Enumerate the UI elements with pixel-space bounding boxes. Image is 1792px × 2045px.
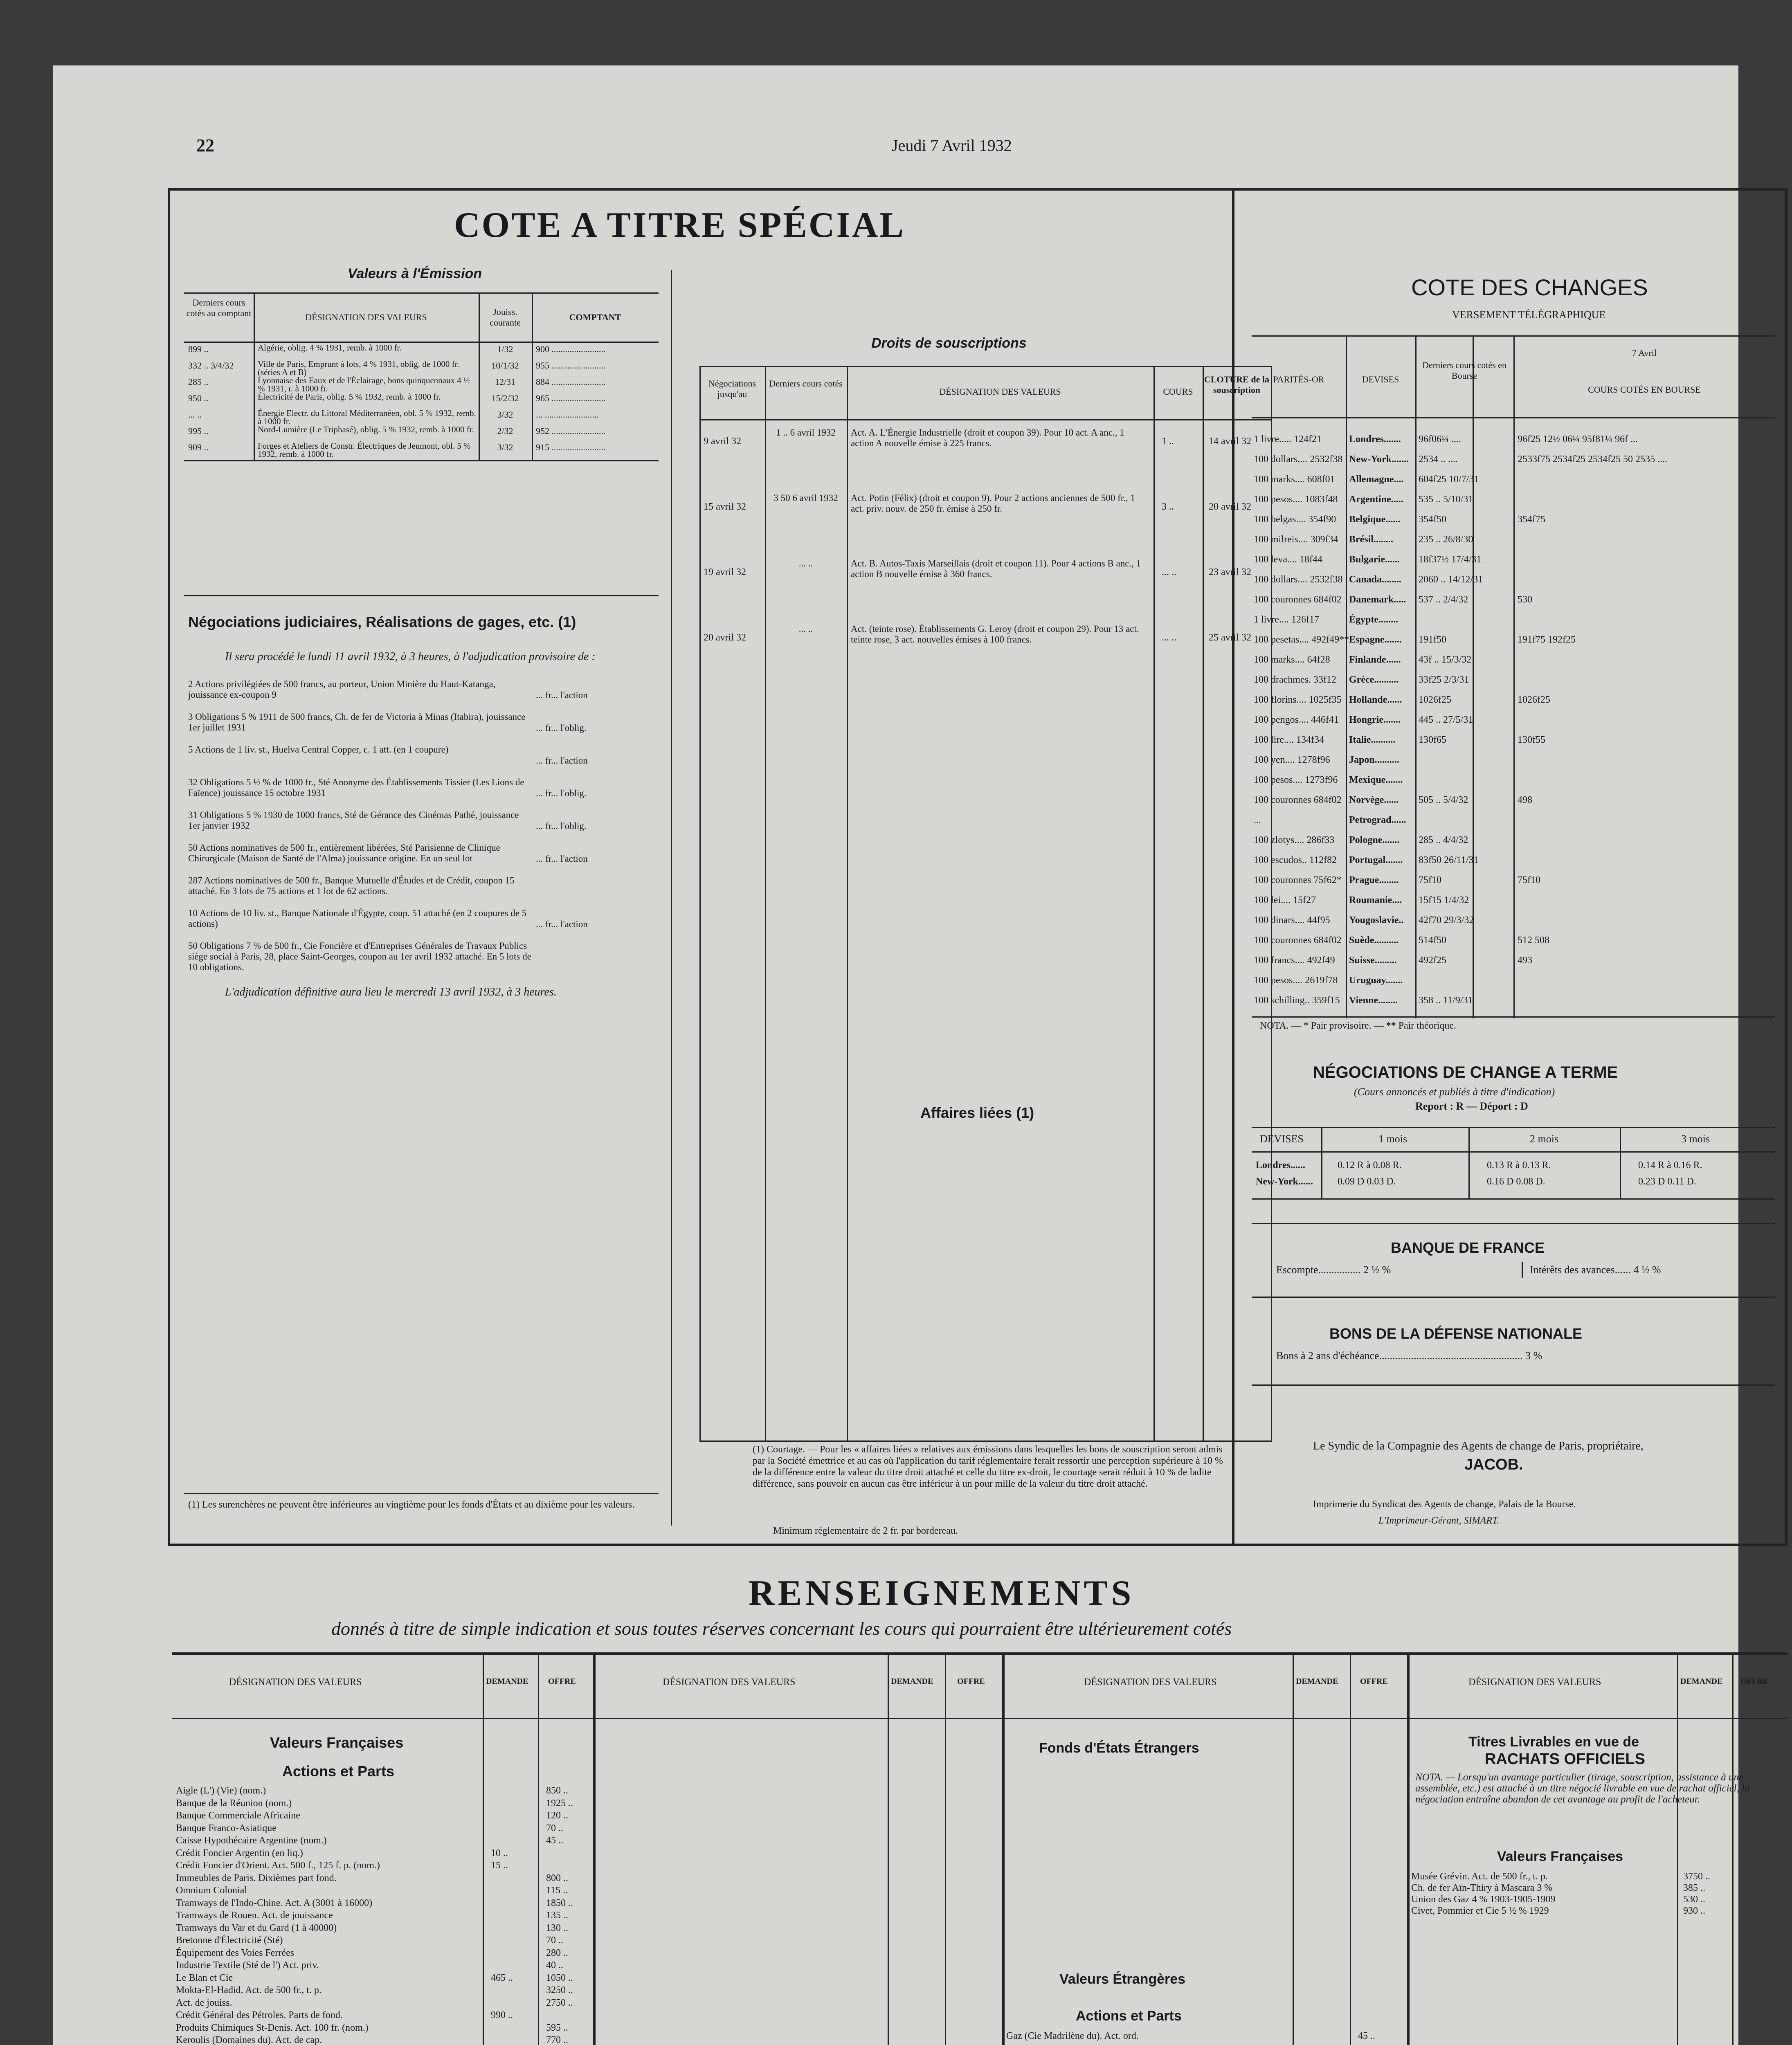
col-header: Jouiss. courante <box>490 307 521 328</box>
security-name: Industrie Textile (Sté de l') Act. priv. <box>176 1960 319 1971</box>
last-price: 899 .. <box>188 344 209 354</box>
jouissance: 3/32 <box>497 442 513 452</box>
security-name: Act. de jouiss. <box>176 1997 232 2008</box>
droits-table <box>699 366 1272 1442</box>
devise-name: Espagne....... <box>1349 634 1402 645</box>
bons-line: Bons à 2 ans d'échéance...................................................... 3 % <box>1276 1350 1542 1362</box>
last-price: 3 50 6 avril 1932 <box>773 493 838 503</box>
security-name: Bretonne d'Électricité (Sté) <box>176 1935 283 1946</box>
security-name: Énergie Electr. du Littoral Méditerranéen, obl. 5 % 1932, remb. à 1000 fr. <box>258 408 476 426</box>
col-header: DÉSIGNATION DES VALEURS <box>1468 1677 1601 1688</box>
page-date: Jeudi 7 Avril 1932 <box>892 136 1012 155</box>
col-header: DÉSIGNATION DES VALEURS <box>939 387 1061 397</box>
bons-title: BONS DE LA DÉFENSE NATIONALE <box>1329 1325 1583 1342</box>
jouissance: 1/32 <box>497 344 513 354</box>
banque-avances: Intérêts des avances...... 4 ½ % <box>1530 1264 1661 1276</box>
col-header: OFFRE <box>1740 1677 1768 1686</box>
security-name: Caisse Hypothécaire Argentine (nom.) <box>176 1835 327 1846</box>
security-name: Tramways du Var et du Gard (1 à 40000) <box>176 1922 337 1933</box>
cours-value: 354f75 <box>1518 514 1545 525</box>
security-name: Immeubles de Paris. Dixièmes part fond. <box>176 1872 337 1883</box>
parite-or: 1 livre..... 124f21 <box>1254 434 1322 445</box>
devise-name: Portugal....... <box>1349 855 1403 865</box>
devise-name: Égypte........ <box>1349 614 1398 625</box>
security-name: Électricité de Paris, oblig. 5 % 1932, remb. à 1000 fr. <box>258 392 441 402</box>
security-name: Nord-Lumière (Le Triphasé), oblig. 5 % 1932, remb. à 1000 fr. <box>258 425 474 434</box>
terme-3-mois: 0.14 R à 0.16 R. <box>1638 1160 1702 1171</box>
col-header: DEMANDE <box>1296 1677 1338 1686</box>
parite-or: 100 dollars.... 2532f38 <box>1254 454 1343 465</box>
parite-or: 100 escudos.. 112f82 <box>1254 855 1337 865</box>
parite-or: 100 dinars.... 44f95 <box>1254 915 1330 926</box>
parite-or: 100 pesos.... 2619f78 <box>1254 975 1338 986</box>
devise-name: New-York...... <box>1256 1176 1313 1187</box>
cours-value: 75f10 <box>1518 875 1540 885</box>
parite-or: 100 marks.... 608f01 <box>1254 474 1335 485</box>
last-price: 2060 .. 14/12/31 <box>1419 574 1483 585</box>
negociation-item: 32 Obligations 5 ½ % de 1000 fr., Sté Anonyme des Établissements Tissier (Les Lions de Faïence) jouissance 15 octobre 1931 <box>188 777 524 798</box>
col-header: Négociations jusqu'au <box>708 378 756 399</box>
last-price: ... .. <box>188 409 202 420</box>
last-price: 285 .. 4/4/32 <box>1419 835 1468 845</box>
last-price: 1 .. 6 avril 1932 <box>776 427 836 438</box>
comptant-value: ... ........................ <box>536 409 599 420</box>
offre-value: 1050 .. <box>546 1972 573 1983</box>
last-price: 1026f25 <box>1419 694 1451 705</box>
devise-name: Canada........ <box>1349 574 1402 585</box>
negociation-price: ... fr... l'action <box>536 755 588 766</box>
negociation-item: 287 Actions nominatives de 500 fr., Banque Mutuelle d'Études et de Crédit, coupon 15 attaché. En 3 lots de 75 actions et 1 lot de 62 actions. <box>188 875 515 896</box>
devise-name: Vienne........ <box>1349 995 1398 1006</box>
last-price: 354f50 <box>1419 514 1446 525</box>
negociation-price: ... fr... l'oblig. <box>536 788 587 798</box>
devise-name: Bulgarie...... <box>1349 554 1400 565</box>
courtage-note: (1) Courtage. — Pour les « affaires liées » relatives aux émissions dans lesquelles les bons de souscription seront admis par la Société émettrice et au cas où l'application du tarif réglementaire ferait ressortir une perception supérieure à 10 % de la différence entre la valeur du titre droit attaché et celle du titre ex-droit, le courtage serait réduit à 10 % de ladite différence, sans pouvoir en aucun cas être inférieur à un pour mille de la valeur du titre droit attaché. <box>753 1444 1223 1489</box>
section-subtitle: Valeurs Françaises <box>1497 1849 1623 1864</box>
section-title: Titres Livrables en vue de <box>1468 1734 1639 1750</box>
last-price: ... .. <box>798 624 813 634</box>
security-name: Tramways de Rouen. Act. de jouissance <box>176 1910 333 1921</box>
emission-title: Valeurs à l'Émission <box>348 266 482 281</box>
last-price: 514f50 <box>1419 935 1446 946</box>
offre-value: 850 .. <box>546 1785 568 1796</box>
jouissance: 15/2/32 <box>491 393 519 403</box>
security-name: Le Blan et Cie <box>176 1972 233 1983</box>
offre-value: 70 .. <box>546 1935 563 1946</box>
offre-value: 770 .. <box>546 2035 568 2045</box>
devise-name: Pologne....... <box>1349 835 1400 845</box>
devise-name: Suisse......... <box>1349 955 1397 966</box>
offre-value: 70 .. <box>546 1823 563 1834</box>
offre-value: 2750 .. <box>546 1997 573 2008</box>
security-name: Act. Potin (Félix) (droit et coupon 9). Pour 2 actions anciennes de 500 fr., 1 act. priv. nouv. de 250 fr. émise à 250 fr. <box>851 493 1135 514</box>
devise-name: Grèce.......... <box>1349 674 1399 685</box>
col-header: Derniers cours cotés au comptant <box>186 297 252 318</box>
minimum-note: Minimum réglementaire de 2 fr. par bordereau. <box>773 1526 958 1536</box>
cours-value: ... .. <box>1162 567 1176 578</box>
security-name: Algérie, oblig. 4 % 1931, remb. à 1000 fr. <box>258 343 402 353</box>
demande-value: 385 .. <box>1683 1883 1705 1893</box>
last-price: 505 .. 5/4/32 <box>1419 795 1468 805</box>
negociation-date: 9 avril 32 <box>704 436 741 447</box>
security-name: Civet, Pommier et Cie 5 ½ % 1929 <box>1411 1906 1549 1916</box>
col-header: COMPTANT <box>569 312 621 322</box>
cours-value: 512 508 <box>1518 935 1549 946</box>
renseignements-table <box>172 1652 1788 2045</box>
negociation-date: 19 avril 32 <box>704 567 746 578</box>
emission-table <box>184 292 659 464</box>
section-title: Valeurs Étrangères <box>1059 1971 1186 1987</box>
droits-title: Droits de souscriptions <box>871 335 1027 351</box>
demande-value: 930 .. <box>1683 1906 1705 1916</box>
negociation-item: 5 Actions de 1 liv. st., Huelva Central Copper, c. 1 att. (en 1 coupure) <box>188 744 449 755</box>
devise-name: Japon.......... <box>1349 755 1399 765</box>
devise-name: Uruguay....... <box>1349 975 1403 986</box>
section-title: Valeurs Françaises <box>270 1734 404 1751</box>
terme-2-mois: 0.16 D 0.08 D. <box>1487 1176 1545 1187</box>
cote-title: COTE A TITRE SPÉCIAL <box>454 205 905 245</box>
parite-or: 100 yen.... 1278f96 <box>1254 755 1330 765</box>
devise-name: Italie.......... <box>1349 735 1396 745</box>
last-price: 285 .. <box>188 377 209 387</box>
syndic-line: Le Syndic de la Compagnie des Agents de change de Paris, propriétaire, <box>1313 1440 1644 1452</box>
last-price: 42f70 29/3/32 <box>1419 915 1474 926</box>
devise-name: Londres....... <box>1349 434 1401 445</box>
devise-name: Danemark..... <box>1349 594 1406 605</box>
cloture-date: 20 avril 32 <box>1209 501 1251 512</box>
negociation-price: ... fr... l'oblig. <box>536 821 587 831</box>
offre-value: 800 .. <box>546 1872 568 1883</box>
comptant-value: 955 ........................ <box>536 360 606 371</box>
security-name: Banque Franco-Asiatique <box>176 1823 277 1834</box>
parite-or: 100 lire.... 134f34 <box>1254 735 1324 745</box>
security-name: Mokta-El-Hadid. Act. de 500 fr., t. p. <box>176 1985 322 1996</box>
offre-value: 3250 .. <box>546 1985 573 1996</box>
negociation-item: 3 Obligations 5 % 1911 de 500 francs, Ch. de fer de Victoria à Minas (Itabira), jouissance 1er juillet 1931 <box>188 712 526 733</box>
col-header: DÉSIGNATION DES VALEURS <box>1084 1677 1217 1688</box>
demande-value: 3750 .. <box>1683 1871 1710 1882</box>
last-price: 537 .. 2/4/32 <box>1419 594 1468 605</box>
col-header: DÉSIGNATION DES VALEURS <box>229 1677 362 1688</box>
col-header: OFFRE <box>957 1677 985 1686</box>
banque-title: BANQUE DE FRANCE <box>1391 1239 1545 1256</box>
terme-title: NÉGOCIATIONS DE CHANGE A TERME <box>1313 1063 1618 1081</box>
security-name: Crédit Général des Pétroles. Parts de fond. <box>176 2010 343 2020</box>
cloture-date: 25 avril 32 <box>1209 632 1251 643</box>
security-name: Produits Chimiques St-Denis. Act. 100 fr. (nom.) <box>176 2022 369 2033</box>
security-name: Banque Commerciale Africaine <box>176 1810 300 1821</box>
comptant-value: 900 ........................ <box>536 344 606 354</box>
devise-name: Hollande...... <box>1349 694 1402 705</box>
parite-or: 100 schilling.. 359f15 <box>1254 995 1340 1006</box>
last-price: 995 .. <box>188 426 209 436</box>
last-price: 18f37½ 17/4/31 <box>1419 554 1482 565</box>
security-name: Ville de Paris, Emprunt à lots, 4 % 1931, oblig. de 1000 fr. (séries A et B) <box>258 359 459 377</box>
negociation-item: 2 Actions privilégiées de 500 francs, au porteur, Union Minière du Haut-Katanga, jouissance ex-coupon 9 <box>188 679 496 700</box>
security-name: Union des Gaz 4 % 1903-1905-1909 <box>1411 1894 1556 1905</box>
parite-or: 1 livre.... 126f17 <box>1254 614 1319 625</box>
security-name: Crédit Foncier d'Orient. Act. 500 f., 125 f. p. (nom.) <box>176 1860 380 1871</box>
negociation-price: ... fr... l'action <box>536 690 588 700</box>
page-number: 22 <box>196 135 214 155</box>
col-header: OFFRE <box>548 1677 576 1686</box>
changes-title: COTE DES CHANGES <box>1411 274 1648 300</box>
jouissance: 12/31 <box>495 377 516 387</box>
last-price: 445 .. 27/5/31 <box>1419 715 1473 725</box>
negociation-date: 15 avril 32 <box>704 501 746 512</box>
last-price: 604f25 10/7/31 <box>1419 474 1479 485</box>
devise-name: Belgique...... <box>1349 514 1401 525</box>
last-price: 96f06¼ .... <box>1419 434 1461 445</box>
offre-value: 595 .. <box>546 2022 568 2033</box>
last-price: ... .. <box>798 558 813 569</box>
col-header: CLOTURE de la souscription <box>1204 374 1269 395</box>
devise-name: Yougoslavie.. <box>1349 915 1404 926</box>
col-header: DEMANDE <box>891 1677 933 1686</box>
demande-value: 15 .. <box>491 1860 508 1871</box>
last-price: 130f65 <box>1419 735 1446 745</box>
col-header: OFFRE <box>1360 1677 1388 1686</box>
col-header: DEMANDE <box>1680 1677 1723 1686</box>
devise-name: Hongrie....... <box>1349 715 1401 725</box>
devise-name: Finlande...... <box>1349 654 1401 665</box>
devise-name: Norvège...... <box>1349 795 1399 805</box>
col-header: DEVISES <box>1362 374 1399 384</box>
cloture-date: 14 avril 32 <box>1209 436 1251 447</box>
affaires-liees: Affaires liées (1) <box>920 1104 1034 1121</box>
col-header: DEMANDE <box>486 1677 528 1686</box>
parite-or: 100 couronnes 684f02 <box>1254 594 1342 605</box>
parite-or: 100 leva.... 18f44 <box>1254 554 1322 565</box>
devise-name: Allemagne.... <box>1349 474 1404 485</box>
parite-or: 100 drachmes. 33f12 <box>1254 674 1336 685</box>
negociations-title: Négociations judiciaires, Réalisations de gages, etc. (1) <box>188 614 576 630</box>
last-price: 191f50 <box>1419 634 1446 645</box>
parite-or: 100 francs.... 492f49 <box>1254 955 1335 966</box>
terme-table <box>1252 1127 1775 1200</box>
changes-subtitle: VERSEMENT TÉLÉGRAPHIQUE <box>1452 309 1606 321</box>
section-subtitle: Actions et Parts <box>282 1763 395 1780</box>
offre-value: 40 .. <box>546 1960 563 1971</box>
cours-value: 498 <box>1518 795 1532 805</box>
security-name: Act. A. L'Énergie Industrielle (droit et coupon 39). Pour 10 act. A anc., 1 action A nouvelle émise à 225 francs. <box>851 427 1124 448</box>
demande-value: 530 .. <box>1683 1894 1705 1905</box>
cloture-date: 23 avril 32 <box>1209 567 1251 578</box>
banque-escompte: Escompte................ 2 ½ % <box>1276 1264 1391 1276</box>
negociation-price: ... fr... l'action <box>536 854 588 864</box>
section-title: Fonds d'États Étrangers <box>1039 1740 1199 1756</box>
last-price: 43f .. 15/3/32 <box>1419 654 1472 665</box>
changes-table <box>1252 335 1775 1027</box>
terme-subtitle: (Cours annoncés et publiés à titre d'indication) <box>1354 1086 1555 1098</box>
col-header: Derniers cours cotés en Bourse <box>1422 360 1506 381</box>
parite-or: 100 belgas.... 354f90 <box>1254 514 1336 525</box>
terme-1-mois: 0.12 R à 0.08 R. <box>1338 1160 1402 1171</box>
negociation-price: ... fr... l'oblig. <box>536 723 587 733</box>
devise-name: Londres...... <box>1256 1160 1305 1171</box>
parite-or: 100 pengos.... 446f41 <box>1254 715 1339 725</box>
last-price: 535 .. 5/10/31 <box>1419 494 1473 505</box>
journal-page <box>53 65 1768 2045</box>
terme-1-mois: 0.09 D 0.03 D. <box>1338 1176 1396 1187</box>
negociation-date: 20 avril 32 <box>704 632 746 643</box>
devise-name: Argentine..... <box>1349 494 1403 505</box>
cours-value: 2533f75 2534f25 2534f25 50 2535 .... <box>1518 454 1667 465</box>
negociation-price: ... fr... l'action <box>536 919 588 929</box>
devise-name: New-York....... <box>1349 454 1409 465</box>
cours-value: 493 <box>1518 955 1532 966</box>
last-price: 75f10 <box>1419 875 1441 885</box>
col-header: PARITÉS-OR <box>1273 374 1324 384</box>
security-name: Forges et Ateliers de Constr. Électriques de Jeumont, obl. 5 % 1932, remb. à 1000 fr. <box>258 441 471 459</box>
parite-or: 100 pesetas.... 492f49** <box>1254 634 1349 645</box>
negociations-intro: Il sera procédé le lundi 11 avril 1932, à 3 heures, à l'adjudication provisoire de : <box>225 650 596 663</box>
offre-value: 45 .. <box>1358 2031 1375 2041</box>
security-name: Équipement des Voies Ferrées <box>176 1947 295 1958</box>
parite-or: ... <box>1254 815 1261 825</box>
col-header: DÉSIGNATION DES VALEURS <box>663 1677 796 1688</box>
negociation-item: 50 Actions nominatives de 500 fr., entièrement libérées, Sté Parisienne de Clinique Chirurgicale (Maison de Santé de l'Alma) jouissance origine. En un seul lot <box>188 843 500 863</box>
devise-name: Roumanie.... <box>1349 895 1402 906</box>
parite-or: 100 couronnes 75f62* <box>1254 875 1342 885</box>
last-price: 332 .. 3/4/32 <box>188 360 234 371</box>
offre-value: 1925 .. <box>546 1798 573 1809</box>
comptant-value: 884 ........................ <box>536 377 606 387</box>
security-name: Banque de la Réunion (nom.) <box>176 1798 292 1809</box>
col-header: 3 mois <box>1681 1133 1710 1145</box>
parite-or: 100 marks.... 64f28 <box>1254 654 1330 665</box>
section-subtitle: Actions et Parts <box>1076 2008 1182 2024</box>
devise-name: Petrograd...... <box>1349 815 1406 825</box>
parite-or: 100 couronnes 684f02 <box>1254 935 1342 946</box>
negociation-item: 10 Actions de 10 liv. st., Banque Nationale d'Égypte, coup. 51 attaché (en 2 coupures de 5 actions) <box>188 908 527 929</box>
col-header: 7 Avril <box>1632 348 1657 358</box>
col-header: Derniers cours cotés <box>769 378 843 389</box>
col-header: COURS COTÉS EN BOURSE <box>1588 384 1701 395</box>
parite-or: 100 pesos.... 1273f96 <box>1254 775 1338 785</box>
devise-name: Suède.......... <box>1349 935 1399 946</box>
cours-value: 3 .. <box>1162 501 1174 512</box>
offre-value: 135 .. <box>546 1910 568 1921</box>
demande-value: 465 .. <box>491 1972 513 1983</box>
offre-value: 130 .. <box>546 1922 568 1933</box>
security-name: Ch. de fer Aïn-Thiry à Mascara 3 % <box>1411 1883 1553 1893</box>
section-title: RACHATS OFFICIELS <box>1485 1751 1645 1768</box>
negociation-item: 31 Obligations 5 % 1930 de 1000 francs, Sté de Gérance des Cinémas Pathé, jouissance 1er janvier 1932 <box>188 810 519 831</box>
parite-or: 100 pesos.... 1083f48 <box>1254 494 1338 505</box>
col-header: 2 mois <box>1530 1133 1559 1145</box>
security-name: Lyonnaise des Eaux et de l'Éclairage, bons quinquennaux 4 ½ % 1931, r. à 1000 fr. <box>258 375 470 393</box>
demande-value: 10 .. <box>491 1847 508 1858</box>
col-header: DÉSIGNATION DES VALEURS <box>305 312 427 322</box>
negociations-footnote: (1) Les surenchères ne peuvent être inférieures au vingtième pour les fonds d'États et au dixième pour les valeurs. <box>188 1499 635 1510</box>
last-price: 33f25 2/3/31 <box>1419 674 1469 685</box>
parite-or: 100 milreis.... 309f34 <box>1254 534 1338 545</box>
terme-legend: Report : R — Déport : D <box>1415 1100 1528 1112</box>
devise-name: Prague........ <box>1349 875 1399 885</box>
comptant-value: 952 ........................ <box>536 426 606 436</box>
offre-value: 45 .. <box>546 1835 563 1846</box>
imprimerie-line: Imprimerie du Syndicat des Agents de change, Palais de la Bourse. <box>1313 1499 1576 1510</box>
cours-value: 1 .. <box>1162 436 1174 447</box>
security-name: Crédit Foncier Argentin (en liq.) <box>176 1847 303 1858</box>
parite-or: 100 zlotys.... 286f33 <box>1254 835 1335 845</box>
offre-value: 1850 .. <box>546 1897 573 1908</box>
jouissance: 3/32 <box>497 409 513 420</box>
col-header: 1 mois <box>1378 1133 1408 1145</box>
cours-value: ... .. <box>1162 632 1176 643</box>
parite-or: 100 couronnes 684f02 <box>1254 795 1342 805</box>
comptant-value: 965 ........................ <box>536 393 606 403</box>
offre-value: 280 .. <box>546 1947 568 1958</box>
col-header: COURS <box>1163 387 1193 397</box>
comptant-value: 915 ........................ <box>536 442 606 452</box>
security-name: Musée Grévin. Act. de 500 fr., t. p. <box>1411 1871 1548 1882</box>
negociation-item: 50 Obligations 7 % de 500 fr., Cie Foncière et d'Entreprises Générales de Travaux Publics siège social à Paris, 28, place Saint-Georges, coupon au 1er avril 1932 attaché. En 5 lots de 10 obligations. <box>188 941 531 972</box>
jouissance: 10/1/32 <box>491 360 519 371</box>
last-price: 909 .. <box>188 442 209 452</box>
terme-3-mois: 0.23 D 0.11 D. <box>1638 1176 1696 1187</box>
devise-name: Brésil........ <box>1349 534 1393 545</box>
negociations-outro: L'adjudication définitive aura lieu le mercredi 13 avril 1932, à 3 heures. <box>225 986 557 998</box>
security-name: Act. (teinte rose). Établissements G. Leroy (droit et coupon 29). Pour 13 act. teinte rose, 3 act. nouvelles émises à 100 francs. <box>851 624 1139 645</box>
renseignements-subtitle: donnés à titre de simple indication et sous toutes réserves concernant les cours qui pourraient être ultérieurement cotés <box>331 1618 1232 1639</box>
last-price: 83f50 26/11/31 <box>1419 855 1479 865</box>
jouissance: 2/32 <box>497 426 513 436</box>
last-price: 358 .. 11/9/31 <box>1419 995 1473 1006</box>
security-name: Tramways de l'Indo-Chine. Act. A (3001 à 16000) <box>176 1897 373 1908</box>
security-name: Aigle (L') (Vie) (nom.) <box>176 1785 266 1796</box>
security-name: Omnium Colonial <box>176 1885 247 1896</box>
last-price: 492f25 <box>1419 955 1446 966</box>
cours-value: 130f55 <box>1518 735 1545 745</box>
renseignements-title: RENSEIGNEMENTS <box>749 1573 1135 1613</box>
last-price: 15f15 1/4/32 <box>1419 895 1469 906</box>
parite-or: 100 dollars.... 2532f38 <box>1254 574 1343 585</box>
cours-value: 191f75 192f25 <box>1518 634 1576 645</box>
demande-value: 990 .. <box>491 2010 513 2020</box>
imprimeur-line: L'Imprimeur-Gérant, SIMART. <box>1378 1515 1500 1526</box>
parite-or: 100 florins.... 1025f35 <box>1254 694 1342 705</box>
cours-value: 530 <box>1518 594 1532 605</box>
offre-value: 115 .. <box>546 1885 568 1896</box>
offre-value: 120 .. <box>546 1810 568 1821</box>
last-price: 235 .. 26/8/30 <box>1419 534 1473 545</box>
security-name: Act. B. Autos-Taxis Marseillais (droit et coupon 11). Pour 4 actions B anc., 1 action B nouvelle émise à 360 francs. <box>851 558 1141 579</box>
cours-value: 1026f25 <box>1518 694 1550 705</box>
last-price: 2534 .. .... <box>1419 454 1458 465</box>
last-price: 950 .. <box>188 393 209 403</box>
security-name: Gaz (Cie Madrilène du). Act. ord. <box>1006 2031 1139 2041</box>
rachats-nota: NOTA. — Lorsqu'un avantage particulier (tirage, souscription, assistance à une assemblée, etc.) est attaché à un titre négocié livrable en vue de rachat officiel, la négociation entraîne abandon de cet avantage au profit de l'acheteur. <box>1415 1772 1750 1805</box>
parite-or: 100 lei.... 15f27 <box>1254 895 1316 906</box>
security-name: Keroulis (Domaines du). Act. de cap. <box>176 2035 322 2045</box>
syndic-name: JACOB. <box>1464 1456 1523 1473</box>
devise-name: Mexique....... <box>1349 775 1403 785</box>
col-header: DEVISES <box>1260 1133 1304 1145</box>
terme-2-mois: 0.13 R à 0.13 R. <box>1487 1160 1551 1171</box>
changes-nota: NOTA. — * Pair provisoire. — ** Pair théorique. <box>1260 1020 1456 1031</box>
cours-value: 96f25 12½ 06¼ 95f81¼ 96f ... <box>1518 434 1638 445</box>
